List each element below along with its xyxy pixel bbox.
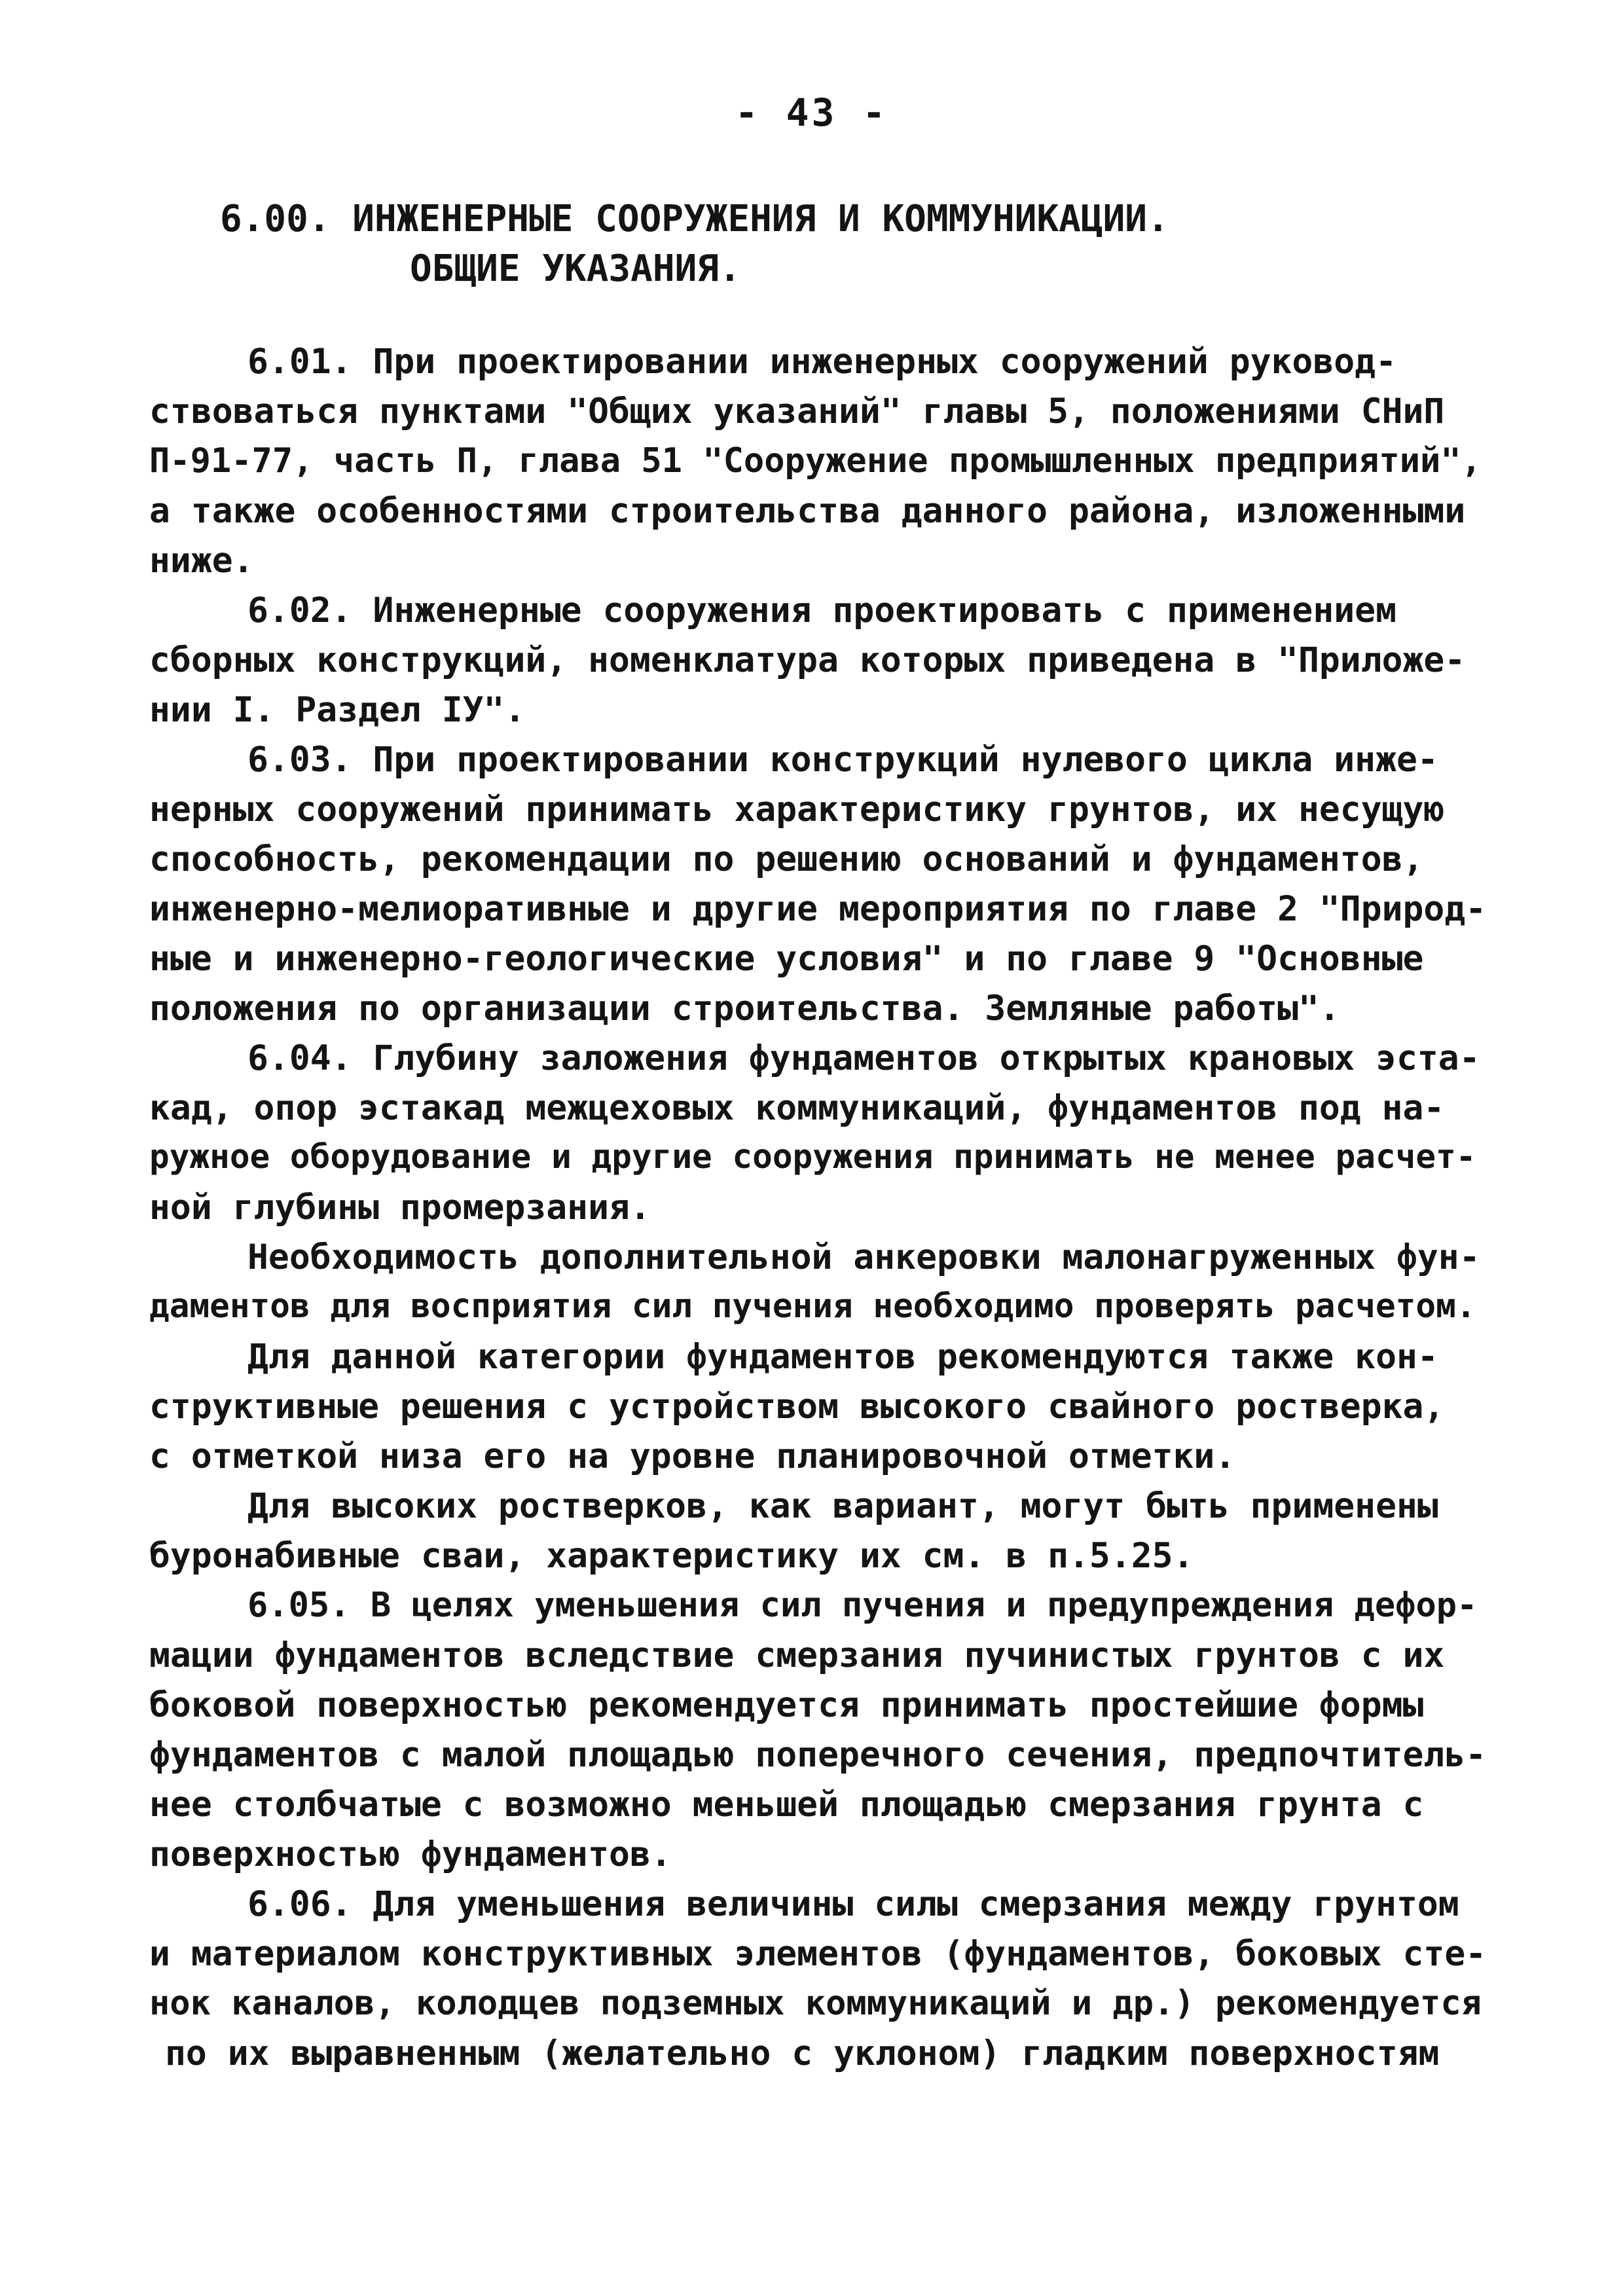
- text-line: П-91-77, часть П, глава 51 "Сооружение промышленных предприятий",: [149, 441, 1482, 481]
- page-number: - 43 -: [735, 90, 888, 135]
- text-line: и материалом конструктивных элементов (фундаментов, боковых сте-: [149, 1934, 1487, 1974]
- text-line: ствоваться пунктами "Общих указаний" главы 5, положениями СНиП: [149, 392, 1445, 431]
- text-line: даментов для восприятия сил пучения необходимо проверять расчетом.: [149, 1287, 1476, 1326]
- text-line: 6.04. Глубину заложения фундаментов открытых крановых эста-: [247, 1038, 1480, 1078]
- text-line: 6.02. Инженерные сооружения проектировать с применением: [247, 591, 1396, 630]
- text-line: мации фундаментов вследствие смерзания пучинистых грунтов с их: [149, 1635, 1445, 1675]
- text-line: Для высоких ростверков, как вариант, могут быть применены: [247, 1486, 1438, 1526]
- text-line: по их выравненным (желательно с уклоном) гладким поверхностям: [165, 2033, 1440, 2073]
- text-line: а также особенностями строительства данного района, изложенными: [149, 491, 1466, 531]
- text-line: фундаментов с малой площадью поперечного сечения, предпочтитель-: [149, 1735, 1487, 1775]
- text-line: 6.03. При проектировании конструкций нулевого цикла инже-: [247, 740, 1438, 780]
- text-line: с отметкой низа его на уровне планировочной отметки.: [149, 1436, 1236, 1476]
- text-line: ные и инженерно-геологические условия" и по главе 9 "Основные: [149, 939, 1424, 979]
- text-line: нее столбчатые с возможно меньшей площадью смерзания грунта с: [149, 1785, 1424, 1825]
- text-line: 6.05. В целях уменьшения сил пучения и предупреждения дефор-: [247, 1586, 1478, 1625]
- text-line: нок каналов, колодцев подземных коммуникаций и др.) рекомендуется: [149, 1984, 1482, 2023]
- text-line: 6.01. При проектировании инженерных сооружений руковод-: [247, 342, 1396, 382]
- text-line: нерных сооружений принимать характеристику грунтов, их несущую: [149, 790, 1445, 829]
- text-line: Необходимость дополнительной анкеровки малонагруженных фун-: [247, 1237, 1480, 1277]
- text-line: ниже.: [149, 541, 254, 581]
- section-heading: 6.00. ИНЖЕНЕРНЫЕ СООРУЖЕНИЯ И КОММУНИКАЦИИ.: [220, 198, 1169, 240]
- text-line: ружное оборудование и другие сооружения принимать не менее расчет-: [149, 1138, 1476, 1176]
- text-line: ной глубины промерзания.: [149, 1188, 651, 1228]
- text-line: структивные решения с устройством высокого свайного ростверка,: [149, 1387, 1445, 1427]
- text-line: положения по организации строительства. Земляные работы".: [149, 989, 1340, 1029]
- text-line: боковой поверхностью рекомендуется принимать простейшие формы: [149, 1685, 1424, 1725]
- text-line: поверхностью фундаментов.: [149, 1834, 672, 1874]
- text-line: сборных конструкций, номенклатура которых приведена в "Приложе-: [149, 640, 1466, 680]
- text-line: кад, опор эстакад межцеховых коммуникаций, фундаментов под на-: [149, 1088, 1445, 1128]
- text-line: инженерно-мелиоративные и другие мероприятия по главе 2 "Природ-: [149, 889, 1487, 929]
- text-line: способность, рекомендации по решению оснований и фундаментов,: [149, 839, 1424, 879]
- text-line: буронабивные сваи, характеристику их см. в п.5.25.: [149, 1536, 1194, 1576]
- text-line: 6.06. Для уменьшения величины силы смерзания между грунтом: [247, 1884, 1459, 1924]
- text-line: Для данной категории фундаментов рекомендуются также кон-: [247, 1337, 1438, 1377]
- text-line: нии I. Раздел IУ".: [149, 690, 526, 730]
- section-subheading: ОБЩИЕ УКАЗАНИЯ.: [410, 247, 741, 290]
